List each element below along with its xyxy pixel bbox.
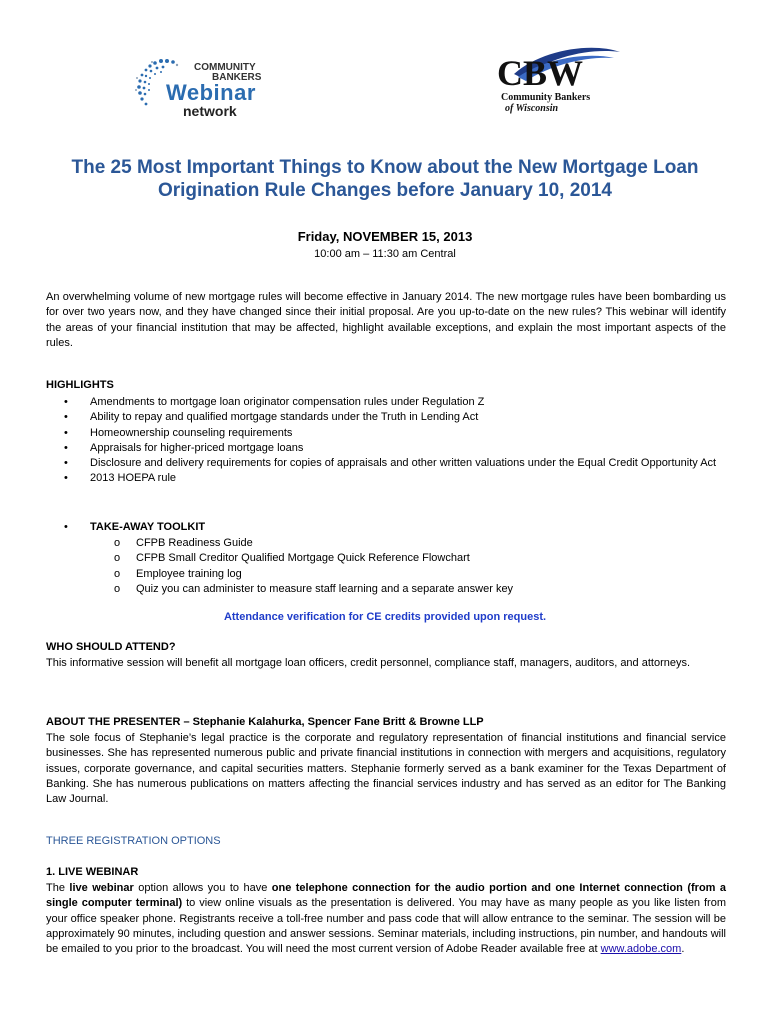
bullet-icon: • [64, 426, 68, 439]
bullet-icon: • [64, 472, 68, 485]
list-item: • 2013 HOEPA rule [46, 471, 726, 486]
toolkit-list [92, 536, 726, 597]
toolkit-bullet [46, 520, 726, 535]
bullet-icon: • [64, 457, 68, 470]
toolkit-heading: TAKE-AWAY TOOLKIT [90, 521, 206, 533]
logo-left-text-community: COMMUNITY [194, 62, 256, 73]
logo-left-text-webinar: Webinar [166, 80, 256, 105]
option1-heading: 1. LIVE WEBINAR [46, 866, 139, 878]
attendance-note: Attendance verification for CE credits provided upon request. [223, 611, 547, 623]
document-title: The 25 Most Important Things to Know about the New Mortgage Loan Origination Rule Changes before January 10, 2014 [71, 157, 699, 201]
cbw-logo-text-2: of Wisconsin [505, 103, 559, 114]
list-item: o Employee training log [92, 567, 726, 582]
cbw-logo-mark: CBW [497, 53, 584, 93]
list-item: o Quiz you can administer to measure staff learning and a separate answer key [92, 582, 726, 597]
list-item: • Amendments to mortgage loan originator compensation rules under Regulation Z [46, 395, 726, 410]
list-item: • Homeownership counseling requirements [46, 426, 726, 441]
logo-left-text-bankers: BANKERS [212, 72, 262, 83]
circle-bullet-icon: o [114, 582, 121, 595]
presenter-heading: ABOUT THE PRESENTER – Stephanie Kalahurka, Spencer Fane Britt & Browne LLP [46, 716, 484, 728]
highlights-list [46, 395, 726, 487]
event-time: 10:00 am – 11:30 am Central [314, 248, 456, 260]
bullet-icon: • [64, 521, 68, 533]
list-item [46, 520, 726, 535]
list-item: • Ability to repay and qualified mortgage standards under the Truth in Lending Act [46, 410, 726, 425]
who-heading: WHO SHOULD ATTEND? [46, 641, 176, 653]
event-date: Friday, NOVEMBER 15, 2013 [297, 229, 473, 244]
logo-left-text-network: network [183, 103, 237, 119]
circle-bullet-icon: o [114, 552, 121, 565]
who-text: This informative session will benefit all mortgage loan officers, credit personnel, compliance staff, managers, auditors, and attorneys. [46, 657, 691, 669]
intro-paragraph: An overwhelming volume of new mortgage rules will become effective in January 2014. The new mortgage rules have been bombarding us for over two years now, and they have changed since their initial proposal. Are you up-to-date on the new rules? This webinar will identify the areas of your financial institution that may be affected, highlight available exceptions, and explain the most important aspects of the rules. [46, 291, 726, 349]
list-item: • Disclosure and delivery requirements for copies of appraisals and other written valuations under the Equal Credit Opportunity Act [46, 456, 726, 471]
highlights-heading: HIGHLIGHTS [46, 379, 114, 391]
option1-paragraph: The live webinar option allows you to have one telephone connection for the audio portion and one Internet connection (from a single computer terminal) to view online visuals as the presentation is delivered. You may have as many people as you like listen from your office speaker phone. Registrants receive a toll-free number and pass code that will allow entrance to the seminar. The session will be approximately 90 minutes, including question and answer sessions. Seminar materials, including instructions, pin number, and handouts will be emailed to you prior to the broadcast. You will need the most current version of Adobe Reader available free at www.adobe.com. [46, 882, 727, 956]
bullet-icon: • [64, 396, 68, 408]
list-item: • Appraisals for higher-priced mortgage loans [46, 441, 726, 456]
registration-heading: THREE REGISTRATION OPTIONS [46, 835, 221, 847]
adobe-link[interactable]: www.adobe.com [600, 943, 682, 956]
circle-bullet-icon: o [114, 537, 121, 549]
list-item: o CFPB Small Creditor Qualified Mortgage Quick Reference Flowchart [92, 551, 726, 566]
list-item: o CFPB Readiness Guide [92, 536, 726, 551]
presenter-bio: The sole focus of Stephanie’s legal practice is the corporate and regulatory representation of financial institutions and financial service businesses. She has represented numerous public and private financial institutions in connection with mergers and acquisitions, regulatory issues, corporate governance, and capital securities matters. Stephanie formerly served as a bank examiner for the Texas Department of Banking. She has numerous publications on matters affecting the financial services industry and has served as an editor for The Banking Law Journal. [46, 732, 726, 806]
cbw-logo-text-1: Community Bankers [501, 92, 591, 103]
bullet-icon: • [64, 411, 68, 424]
circle-bullet-icon: o [114, 567, 121, 580]
bullet-icon: • [64, 441, 68, 454]
